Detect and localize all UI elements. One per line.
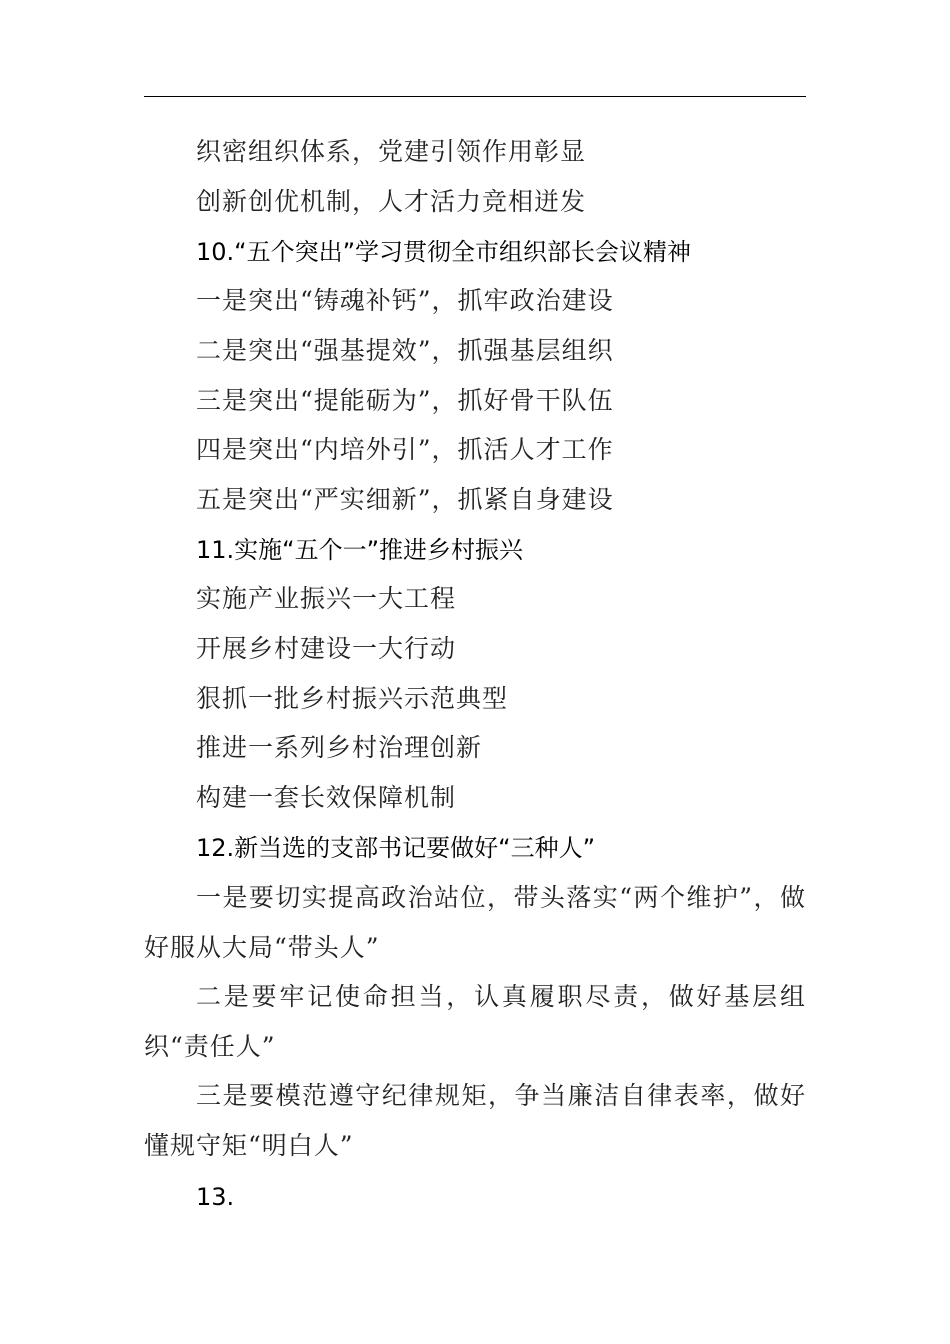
- body-line: 开展乡村建设一大行动: [196, 634, 457, 663]
- section-heading: 13.: [196, 1183, 235, 1211]
- body-line: 实施产业振兴一大工程: [196, 584, 457, 613]
- body-line: 狠抓一批乡村振兴示范典型: [196, 684, 509, 713]
- body-paragraph: 三是要模范遵守纪律规矩，争当廉洁自律表率，做好懂规守矩“明白人”: [144, 1081, 806, 1160]
- body-line: 二是突出“强基提效”，抓强基层组织: [196, 336, 614, 365]
- section-heading: 12.新当选的支部书记要做好“三种人”: [196, 834, 596, 862]
- body-line: 创新创优机制，人才活力竞相迸发: [196, 187, 587, 216]
- header-rule: [144, 96, 806, 97]
- body-line: 三是突出“提能砺为”，抓好骨干队伍: [196, 386, 614, 415]
- body-paragraph: 二是要牢记使命担当，认真履职尽责，做好基层组织“责任人”: [144, 982, 806, 1061]
- body-line: 构建一套长效保障机制: [196, 783, 457, 812]
- body-paragraph: 一是要切实提高政治站位，带头落实“两个维护”，做好服从大局“带头人”: [144, 883, 806, 962]
- body-line: 织密组织体系，党建引领作用彰显: [196, 137, 587, 166]
- body-line: 一是突出“铸魂补钙”，抓牢政治建设: [196, 286, 614, 315]
- body-line: 五是突出“严实细新”，抓紧自身建设: [196, 485, 614, 514]
- section-heading: 10.“五个突出”学习贯彻全市组织部长会议精神: [196, 238, 692, 266]
- body-line: 推进一系列乡村治理创新: [196, 733, 483, 762]
- body-line: 四是突出“内培外引”，抓活人才工作: [196, 435, 614, 464]
- section-heading: 11.实施“五个一”推进乡村振兴: [196, 536, 524, 564]
